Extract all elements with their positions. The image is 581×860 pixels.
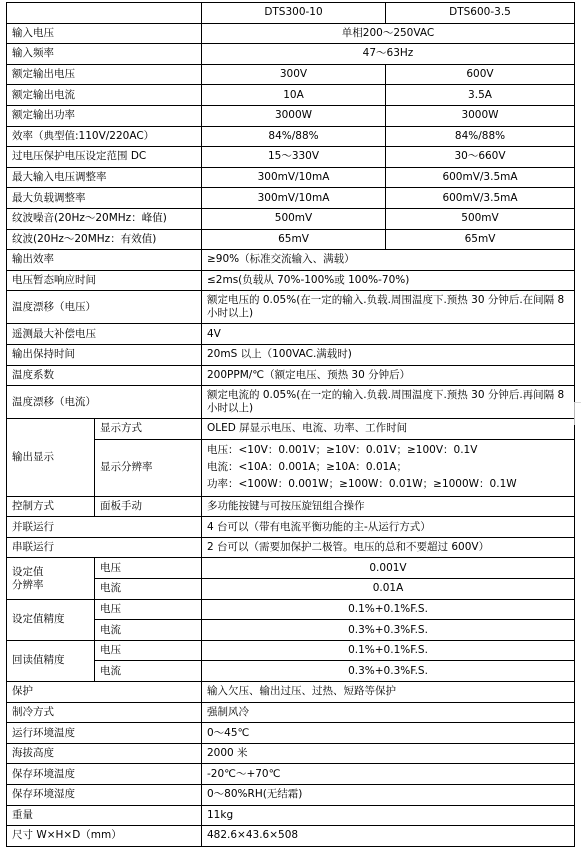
row-value: ≤2ms(负载从 70%-100%或 100%-70%): [202, 270, 575, 291]
row-value: 2000 米: [202, 743, 575, 764]
voltage-label: 电压: [95, 599, 202, 620]
dts600-value: 65mV: [386, 229, 575, 250]
row-label: 控制方式: [7, 496, 95, 517]
table-row: [7, 85, 575, 106]
row-value: 4 台可以（带有电流平衡功能的主-从运行方式）: [202, 517, 575, 538]
table-row: [7, 365, 575, 386]
readback-accuracy-label: 回读值精度: [7, 640, 95, 681]
row-label: 遥测最大补偿电压: [7, 324, 202, 345]
row-value: 47～63Hz: [202, 44, 575, 65]
row-label: 电压暂态响应时间: [7, 270, 202, 291]
table-row: [7, 558, 575, 579]
row-label: 额定输出电压: [7, 64, 202, 85]
row-label: 额定输出功率: [7, 105, 202, 126]
row-value: 额定电压的 0.05%(在一定的输入.负载.周围温度下.预热 30 分钟后.在间隔 8 小时以上): [202, 291, 575, 324]
header-blank-cell: [7, 3, 202, 24]
table-row: [7, 126, 575, 147]
row-value: 200PPM/℃（额定电压、预热 30 分钟后）: [202, 365, 575, 386]
row-sublabel: 面板手动: [95, 496, 202, 517]
current-value: 0.3%+0.3%F.S.: [202, 661, 575, 682]
row-label: 保护: [7, 682, 202, 703]
table-row: [7, 208, 575, 229]
model-dts300-header: DTS300-10: [202, 3, 386, 24]
table-row: [7, 386, 575, 419]
table-row: [7, 537, 575, 558]
output-display-label: 输出显示: [7, 419, 95, 497]
row-label: 保存环境温度: [7, 764, 202, 785]
dts600-value: 600V: [386, 64, 575, 85]
voltage-value: 0.001V: [202, 558, 575, 579]
table-row: [7, 23, 575, 44]
model-dts600-header: DTS600-3.5: [386, 3, 575, 24]
row-label: 温度漂移（电流）: [7, 386, 202, 419]
display-mode-value: OLED 屏显示电压、电流、功率、工作时间: [202, 419, 575, 440]
row-value: 额定电流的 0.05%(在一定的输入.负载.周围温度下.预热 30 分钟后.再间隔 8 小时以上): [202, 386, 575, 419]
table-row: [7, 105, 575, 126]
row-label: 最大输入电压调整率: [7, 167, 202, 188]
row-value: 4V: [202, 324, 575, 345]
row-label: 保存环境湿度: [7, 785, 202, 806]
row-label: 制冷方式: [7, 702, 202, 723]
dts600-value: 600mV/3.5mA: [386, 188, 575, 209]
row-label: 输出保持时间: [7, 344, 202, 365]
row-value: 2 台可以（需要加保护二极管。电压的总和不要超过 600V）: [202, 537, 575, 558]
table-row: [7, 599, 575, 620]
dts600-value: 600mV/3.5mA: [386, 167, 575, 188]
row-label: 海拔高度: [7, 743, 202, 764]
dts300-value: 300V: [202, 64, 386, 85]
spec-table: [6, 2, 575, 847]
table-header-row: [7, 3, 575, 24]
current-value: 0.3%+0.3%F.S.: [202, 620, 575, 641]
table-row: [7, 324, 575, 345]
row-label: 纹波噪音(20Hz～20MHz：峰值): [7, 208, 202, 229]
row-label: 温度漂移（电压）: [7, 291, 202, 324]
table-row: [7, 64, 575, 85]
dts600-value: 84%/88%: [386, 126, 575, 147]
row-label: 重量: [7, 805, 202, 826]
row-label: 纹波(20Hz～20MHz：有效值): [7, 229, 202, 250]
dts300-value: 3000W: [202, 105, 386, 126]
row-label: 并联运行: [7, 517, 202, 538]
row-label: 效率（典型值:110V/220AC）: [7, 126, 202, 147]
dts300-value: 300mV/10mA: [202, 188, 386, 209]
row-label: 最大负载调整率: [7, 188, 202, 209]
row-label: 运行环境温度: [7, 723, 202, 744]
row-label: 过电压保护电压设定范围 DC: [7, 147, 202, 168]
table-row: [7, 805, 575, 826]
voltage-label: 电压: [95, 558, 202, 579]
table-row: [7, 764, 575, 785]
table-row: [7, 702, 575, 723]
display-mode-label: 显示方式: [95, 419, 202, 440]
voltage-value: 0.1%+0.1%F.S.: [202, 640, 575, 661]
power-resolution-line: 功率：<100W：0.001W；≥100W：0.01W；≥1000W：0.1W: [207, 478, 517, 491]
current-label: 电流: [95, 579, 202, 600]
table-row: [7, 826, 575, 847]
table-row: [7, 640, 575, 661]
dts300-value: 84%/88%: [202, 126, 386, 147]
dts300-value: 300mV/10mA: [202, 167, 386, 188]
table-row: [7, 188, 575, 209]
setting-resolution-label: 设定值 分辨率: [7, 558, 95, 599]
row-label: 串联运行: [7, 537, 202, 558]
table-row: [7, 682, 575, 703]
dts300-value: 500mV: [202, 208, 386, 229]
row-value: 20mS 以上（100VAC.满载时): [202, 344, 575, 365]
dts300-value: 10A: [202, 85, 386, 106]
row-value: 482.6×43.6×508: [202, 826, 575, 847]
current-value: 0.01A: [202, 579, 575, 600]
dts600-value: 3.5A: [386, 85, 575, 106]
table-row: [7, 723, 575, 744]
dts600-value: 500mV: [386, 208, 575, 229]
row-value: 输入欠压、输出过压、过热、短路等保护: [202, 682, 575, 703]
table-row: [7, 147, 575, 168]
table-row: [7, 496, 575, 517]
row-label: 尺寸 W×H×D（mm）: [7, 826, 202, 847]
row-value: ≥90%（标准交流输入、满载）: [202, 250, 575, 271]
row-label: 温度系数: [7, 365, 202, 386]
table-row: [7, 229, 575, 250]
table-row: [7, 270, 575, 291]
row-value: 0～45℃: [202, 723, 575, 744]
row-label: 输入电压: [7, 23, 202, 44]
current-label: 电流: [95, 661, 202, 682]
row-value: 11kg: [202, 805, 575, 826]
row-value: 0～80%RH(无结霜): [202, 785, 575, 806]
current-resolution-line: 电流：<10A：0.001A；≥10A：0.01A；: [207, 461, 407, 474]
voltage-label: 电压: [95, 640, 202, 661]
voltage-resolution-line: 电压：<10V：0.001V；≥10V：0.01V；≥100V：0.1V: [207, 444, 478, 457]
table-row: [7, 291, 575, 324]
table-row: [7, 167, 575, 188]
dts600-value: 3000W: [386, 105, 575, 126]
page-edge-mark: [574, 402, 581, 425]
table-row: [7, 250, 575, 271]
table-row: [7, 743, 575, 764]
table-row: [7, 344, 575, 365]
current-label: 电流: [95, 620, 202, 641]
table-row: [7, 785, 575, 806]
dts300-value: 65mV: [202, 229, 386, 250]
row-value: -20℃～+70℃: [202, 764, 575, 785]
table-row: [7, 44, 575, 65]
table-row: [7, 517, 575, 538]
setting-accuracy-label: 设定值精度: [7, 599, 95, 640]
display-resolution-value: [202, 439, 575, 496]
row-value: 单相200～250VAC: [202, 23, 575, 44]
table-row: [7, 419, 575, 440]
dts600-value: 30～660V: [386, 147, 575, 168]
row-value: 多功能按键与可按压旋钮组合操作: [202, 496, 575, 517]
voltage-value: 0.1%+0.1%F.S.: [202, 599, 575, 620]
row-value: 强制风冷: [202, 702, 575, 723]
row-label: 额定输出电流: [7, 85, 202, 106]
display-resolution-label: 显示分辨率: [95, 439, 202, 496]
dts300-value: 15～330V: [202, 147, 386, 168]
row-label: 输入频率: [7, 44, 202, 65]
row-label: 输出效率: [7, 250, 202, 271]
